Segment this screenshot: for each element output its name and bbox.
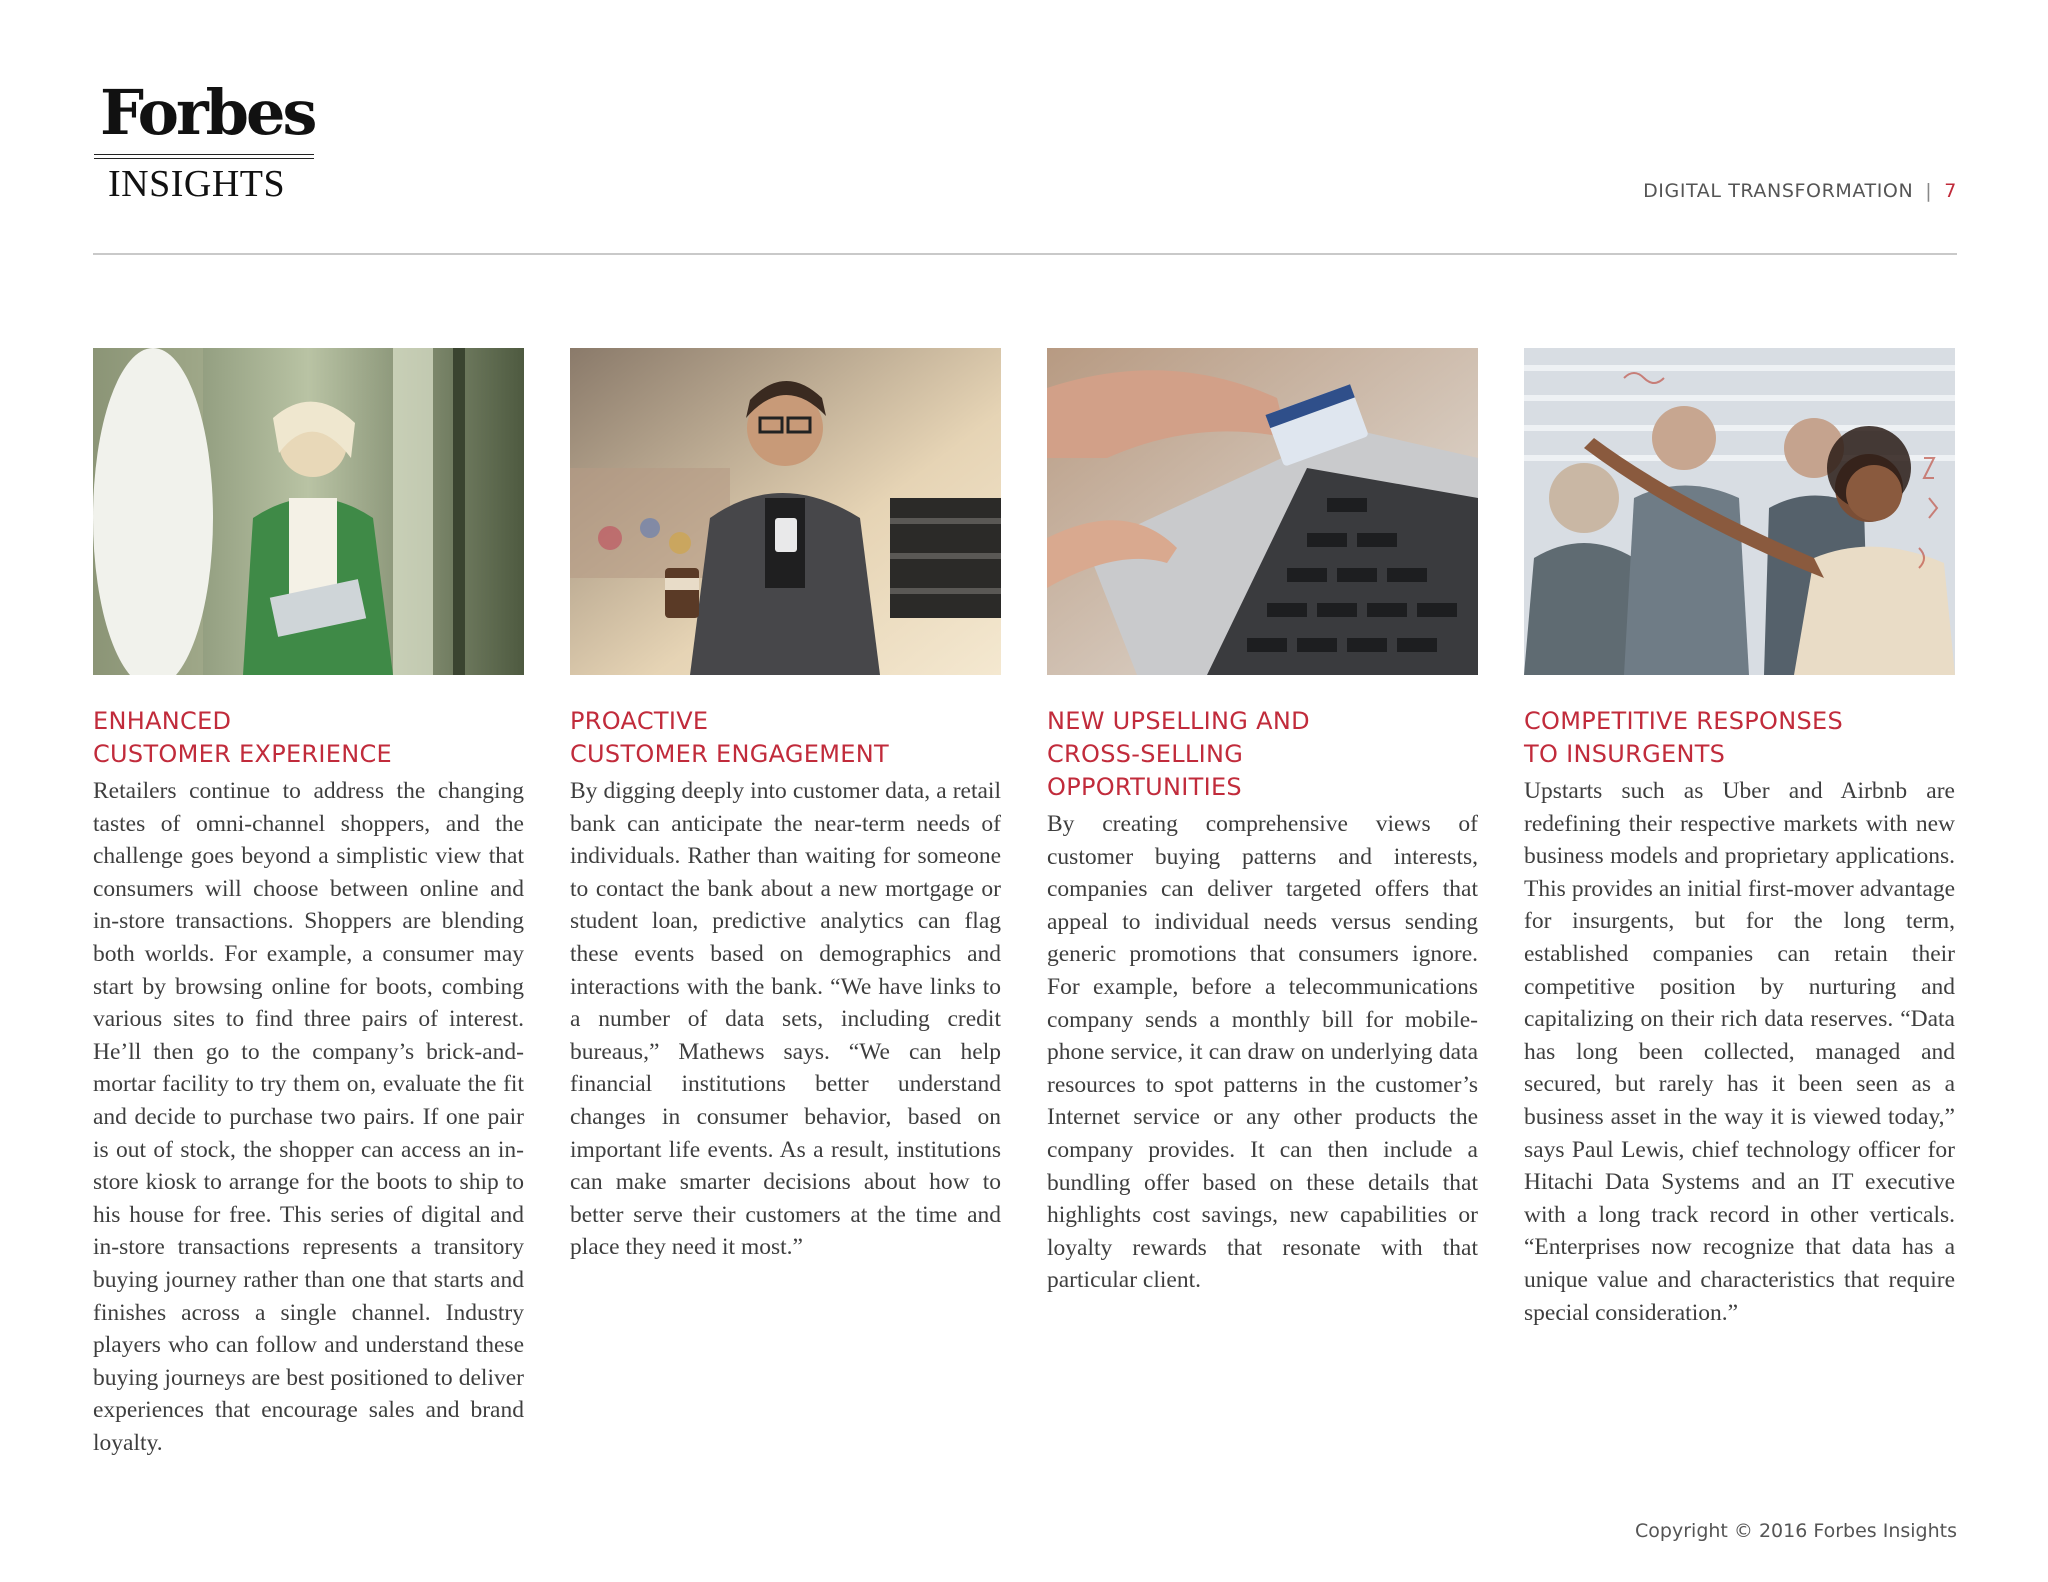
heading-line: PROACTIVE (570, 707, 709, 735)
header-separator: | (1925, 180, 1933, 202)
column-body-text: Upstarts such as Uber and Airbnb are redefining their respective markets with new business models and proprietary applications. This provides an initial first-mover advantage for insurgents, but for the long term, established companies can retain their competitive position by nurturing and capitalizing on their rich data reserves. “Data has long been collected, managed and secured, but rarely has it been seen as a business asset in the way it is viewed today,” says Paul Lewis, chief technology officer for Hitachi Data Systems and an IT executive with a long track record in other verticals. “Enterprises now recognize that data has a unique value and characteristics that require special consideration.” (1524, 778, 1955, 1326)
article-column-2 (570, 348, 1001, 1264)
heading-line: CROSS-SELLING (1047, 740, 1244, 768)
header-divider (93, 253, 1957, 255)
logo-subtitle: INSIGHTS (108, 163, 286, 205)
photo-team-whiteboard (1524, 348, 1955, 675)
column-heading (570, 705, 1001, 771)
article-column-4 (1524, 348, 1955, 1329)
heading-line: CUSTOMER ENGAGEMENT (570, 740, 889, 768)
column-body-text: Retailers continue to address the changing tastes of omni-channel shoppers, and the challenge goes beyond a simplistic view that consumers will choose between online and in-store transactions. Shoppers are blending both worlds. For example, a consumer may start by browsing online for boots, combing various sites to find three pairs of interest. He’ll then go to the company’s brick-and-mortar facility to try them on, evaluate the fit and decide to purchase two pairs. If one pair is out of stock, the shopper can access an in-store kiosk to arrange for the boots to ship to his house for free. This series of digital and in-store transactions represents a transitory buying journey rather than one that starts and finishes across a single channel. Industry players who can follow and understand these buying journeys are best positioned to deliver experiences that encourage sales and brand loyalty. (93, 778, 524, 1456)
heading-line: TO INSURGENTS (1524, 740, 1726, 768)
column-heading (93, 705, 524, 771)
running-header (1643, 180, 1957, 202)
photo-retail-shoppers (93, 348, 524, 675)
logo-rule (94, 154, 314, 159)
forbes-insights-logo (94, 76, 315, 205)
heading-line: OPPORTUNITIES (1047, 773, 1242, 801)
column-heading (1047, 705, 1478, 804)
logo-wordmark: Forbes (100, 76, 315, 149)
article-column-3 (1047, 348, 1478, 1297)
photo-laptop-credit-card (1047, 348, 1478, 675)
section-title: DIGITAL TRANSFORMATION (1643, 180, 1914, 202)
page-number: 7 (1944, 180, 1957, 202)
article-column-1 (93, 348, 524, 1459)
heading-line: ENHANCED (93, 707, 232, 735)
photo-man-with-phone (570, 348, 1001, 675)
column-body-text: By creating comprehensive views of customer buying patterns and interests, companies can deliver targeted offers that appeal to individual needs versus sending generic promotions that consumers ignore. For example, before a telecommunications company sends a monthly bill for mobile-phone service, it can draw on underlying data resources to spot patterns in the customer’s Internet service or any other products the company provides. It can then include a bundling offer based on these details that highlights cost savings, new capabilities or loyalty rewards that resonate with that particular client. (1047, 811, 1478, 1294)
column-heading (1524, 705, 1955, 771)
heading-line: NEW UPSELLING AND (1047, 707, 1310, 735)
column-body-text: By digging deeply into customer data, a retail bank can anticipate the near-term needs of individuals. Rather than waiting for someone to contact the bank about a new mortgage or student loan, predictive analytics can flag these events based on demographics and interactions with the bank. “We have links to a number of data sets, including credit bureaus,” Mathews says. “We can help financial institutions better understand changes in consumer behavior, based on important life events. As a result, institutions can make smarter decisions about how to better serve their customers at the time and place they need it most.” (570, 778, 1001, 1261)
heading-line: COMPETITIVE RESPONSES (1524, 707, 1844, 735)
heading-line: CUSTOMER EXPERIENCE (93, 740, 393, 768)
copyright-footer: Copyright © 2016 Forbes Insights (1635, 1520, 1957, 1542)
